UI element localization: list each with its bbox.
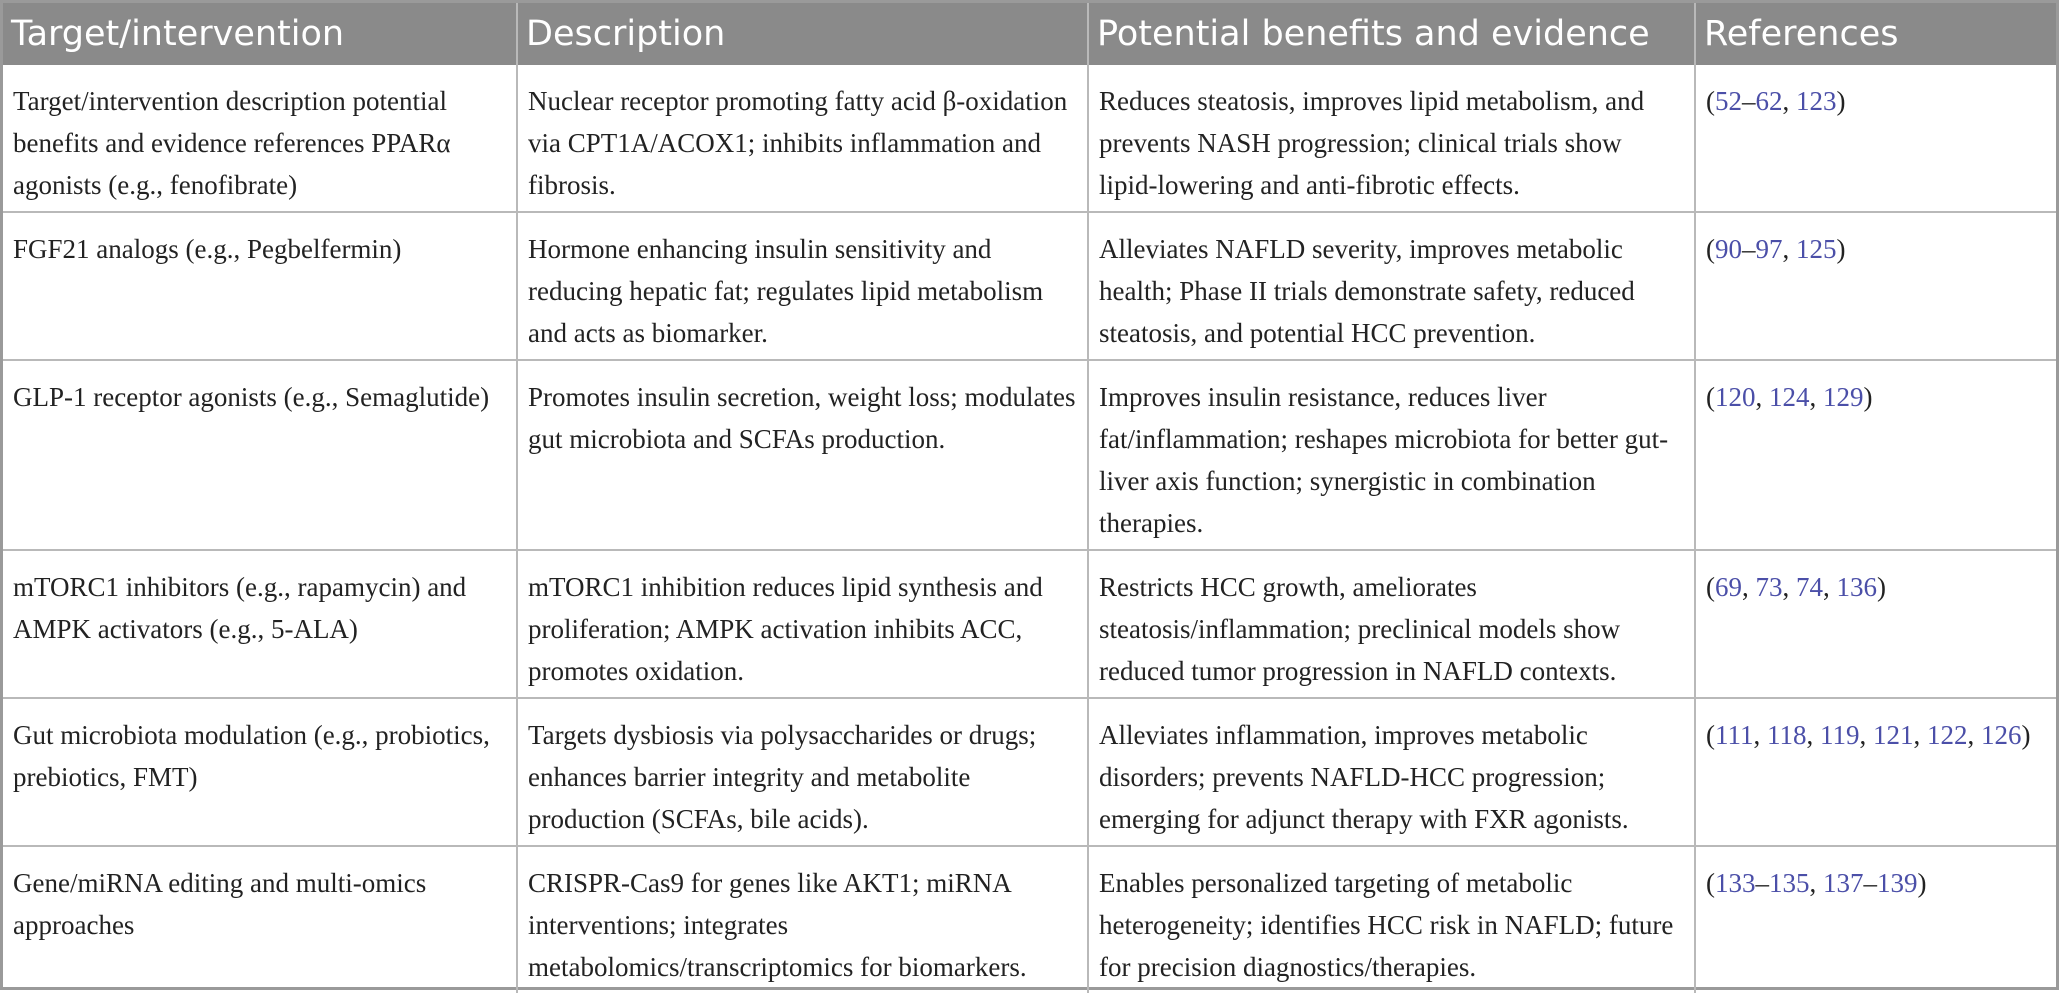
cell-references — [1695, 550, 2056, 698]
reference-link[interactable]: 52 — [1715, 86, 1742, 116]
ref-separator: , — [1782, 234, 1796, 264]
reference-link[interactable]: 97 — [1755, 234, 1783, 264]
table-row — [3, 698, 2056, 846]
reference-link[interactable]: 122 — [1927, 720, 1968, 750]
ref-separator: , — [1967, 720, 1981, 750]
table-row — [3, 65, 2056, 212]
reference-link[interactable]: 133 — [1715, 868, 1756, 898]
reference-link[interactable]: 121 — [1873, 720, 1914, 750]
cell-target: GLP-1 receptor agonists (e.g., Semaglutide) — [3, 360, 517, 550]
reference-link[interactable]: 136 — [1836, 572, 1877, 602]
ref-open-paren: ( — [1706, 720, 1715, 750]
cell-description: Nuclear receptor promoting fatty acid β-oxidation via CPT1A/ACOX1; inhibits inflammation and fibrosis. — [517, 65, 1088, 212]
ref-separator: , — [1913, 720, 1927, 750]
cell-references — [1695, 65, 2056, 212]
cell-description: CRISPR-Cas9 for genes like AKT1; miRNA interventions; integrates metabolomics/transcriptomics for biomarkers. — [517, 846, 1088, 993]
ref-separator: , — [1809, 382, 1823, 412]
ref-separator: – — [1863, 868, 1877, 898]
cell-target: mTORC1 inhibitors (e.g., rapamycin) and AMPK activators (e.g., 5-ALA) — [3, 550, 517, 698]
ref-separator: , — [1742, 572, 1756, 602]
reference-link[interactable]: 123 — [1796, 86, 1837, 116]
ref-separator: , — [1753, 720, 1767, 750]
ref-open-paren: ( — [1706, 382, 1715, 412]
ref-open-paren: ( — [1706, 86, 1715, 116]
ref-close-paren: ) — [1877, 572, 1886, 602]
reference-link[interactable]: 69 — [1715, 572, 1742, 602]
reference-link[interactable]: 135 — [1769, 868, 1810, 898]
ref-separator: – — [1742, 86, 1756, 116]
table-row — [3, 846, 2056, 993]
cell-references — [1695, 212, 2056, 360]
ref-separator: , — [1809, 868, 1823, 898]
cell-description: Promotes insulin secretion, weight loss; modulates gut microbiota and SCFAs production. — [517, 360, 1088, 550]
ref-close-paren: ) — [1863, 382, 1873, 412]
reference-link[interactable]: 129 — [1823, 382, 1864, 412]
ref-separator: , — [1782, 86, 1796, 116]
table-body — [3, 65, 2056, 993]
ref-open-paren: ( — [1706, 572, 1715, 602]
reference-link[interactable]: 74 — [1796, 572, 1823, 602]
reference-link[interactable]: 111 — [1715, 720, 1754, 750]
cell-references — [1695, 698, 2056, 846]
ref-close-paren: ) — [1917, 868, 1927, 898]
reference-link[interactable]: 139 — [1877, 868, 1918, 898]
reference-link[interactable]: 90 — [1715, 234, 1742, 264]
ref-separator: , — [1806, 720, 1820, 750]
ref-separator: , — [1755, 382, 1769, 412]
reference-link[interactable]: 118 — [1767, 720, 1807, 750]
cell-benefits: Improves insulin resistance, reduces liver fat/inflammation; reshapes microbiota for better gut-liver axis function; synergistic in combination therapies. — [1088, 360, 1695, 550]
table-row — [3, 212, 2056, 360]
ref-separator: , — [1859, 720, 1873, 750]
table-row — [3, 360, 2056, 550]
cell-benefits: Alleviates NAFLD severity, improves metabolic health; Phase II trials demonstrate safety, reduced steatosis, and potential HCC prevention. — [1088, 212, 1695, 360]
table-row — [3, 550, 2056, 698]
ref-close-paren: ) — [1836, 86, 1846, 116]
ref-open-paren: ( — [1706, 868, 1715, 898]
cell-target: FGF21 analogs (e.g., Pegbelfermin) — [3, 212, 517, 360]
header-references: References — [1695, 3, 2056, 65]
reference-link[interactable]: 124 — [1769, 382, 1810, 412]
reference-link[interactable]: 62 — [1755, 86, 1783, 116]
ref-separator: – — [1742, 234, 1756, 264]
reference-link[interactable]: 126 — [1981, 720, 2022, 750]
cell-benefits: Restricts HCC growth, ameliorates steatosis/inflammation; preclinical models show reduced tumor progression in NAFLD contexts. — [1088, 550, 1695, 698]
cell-description: Hormone enhancing insulin sensitivity and reducing hepatic fat; regulates lipid metabolism and acts as biomarker. — [517, 212, 1088, 360]
cell-benefits: Reduces steatosis, improves lipid metabolism, and prevents NASH progression; clinical trials show lipid-lowering and anti-fibrotic effects. — [1088, 65, 1695, 212]
reference-link[interactable]: 119 — [1820, 720, 1860, 750]
ref-open-paren: ( — [1706, 234, 1715, 264]
reference-link[interactable]: 137 — [1823, 868, 1864, 898]
cell-target: Gene/miRNA editing and multi-omics approaches — [3, 846, 517, 993]
cell-target: Gut microbiota modulation (e.g., probiotics, prebiotics, FMT) — [3, 698, 517, 846]
reference-link[interactable]: 125 — [1796, 234, 1837, 264]
cell-description: mTORC1 inhibition reduces lipid synthesis and proliferation; AMPK activation inhibits ACC, promotes oxidation. — [517, 550, 1088, 698]
ref-separator: – — [1755, 868, 1769, 898]
reference-link[interactable]: 120 — [1715, 382, 1756, 412]
ref-separator: , — [1823, 572, 1837, 602]
header-benefits: Potential benefits and evidence — [1088, 3, 1695, 65]
reference-link[interactable]: 73 — [1755, 572, 1783, 602]
cell-references — [1695, 846, 2056, 993]
table — [3, 3, 2056, 993]
cell-benefits: Alleviates inflammation, improves metabolic disorders; prevents NAFLD-HCC progression; emerging for adjunct therapy with FXR agonists. — [1088, 698, 1695, 846]
header-target: Target/intervention — [3, 3, 517, 65]
cell-target: Target/intervention description potential benefits and evidence references PPARα agonists (e.g., fenofibrate) — [3, 65, 517, 212]
cell-description: Targets dysbiosis via polysaccharides or drugs; enhances barrier integrity and metabolite production (SCFAs, bile acids). — [517, 698, 1088, 846]
cell-benefits: Enables personalized targeting of metabolic heterogeneity; identifies HCC risk in NAFLD; future for precision diagnostics/therapies. — [1088, 846, 1695, 993]
header-row — [3, 3, 2056, 65]
ref-close-paren: ) — [2021, 720, 2031, 750]
cell-references — [1695, 360, 2056, 550]
header-description: Description — [517, 3, 1088, 65]
ref-close-paren: ) — [1836, 234, 1846, 264]
ref-separator: , — [1782, 572, 1796, 602]
table-header — [3, 3, 2056, 65]
